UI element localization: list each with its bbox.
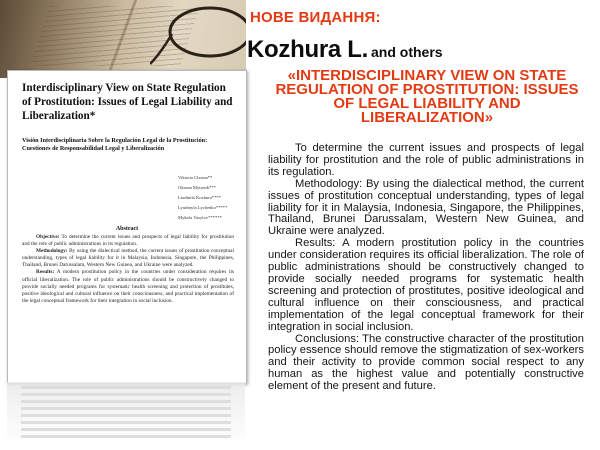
book-title: «INTERDISCIPLINARY VIEW ON STATE REGULATION OF PROSTITUTION: ISSUES OF LEGAL LIABILITY AND LIBERALIZATION»	[275, 67, 579, 126]
objective-label: Objective:	[36, 234, 60, 240]
paper-abstract	[22, 234, 234, 305]
abstract-results	[22, 269, 234, 304]
author-name: Kozhura L.	[247, 36, 368, 63]
methodology-text: By using the dialectical method, the current issues of prostitution conceptual understanding, types of legal liability for it in Malaysia, Indonesia, Singapore, the Philippines, Thailand, Brunei Darussalam, Western New Guinea, and Ukraine were analyzed.	[22, 248, 234, 269]
results-label: Results:	[36, 269, 55, 276]
paper-author: Lyudmyla Lychenko*****	[178, 205, 228, 210]
paper-subtitle: Visión Interdisciplinaria Sobre la Regulación Legal de la Prostitución: Cuestiones de Responsabilidad Legal y Liberalización	[22, 137, 208, 152]
and-others: and others	[371, 44, 443, 60]
methodology-label: Methodology:	[36, 248, 68, 255]
description-text	[268, 143, 584, 393]
paper-authors	[178, 173, 244, 223]
book-photo	[0, 0, 246, 78]
results-text: A modern prostitution policy in the countries under consideration requires its official liberalization. The role of public administrations should be constructively changed to provide socially needed programs for systematic health screening and protection of prostitutes, positive ideological and cultural influence on their consciousness, and practical implementation of the legal conceptual framework for their integration in social inclusion.	[22, 269, 234, 304]
paper-title: Interdisciplinary View on State Regulation of Prostitution: Issues of Legal Liability and Liberalization*	[22, 82, 233, 122]
paper-cover	[7, 70, 247, 384]
paper-author: Oksana Mytsenk***	[178, 185, 216, 190]
new-edition-heading: НОВЕ ВИДАННЯ:	[250, 9, 381, 26]
paper-author: Viktoria Chorna**	[178, 175, 213, 180]
paper-author: Mykola Vasylov******	[178, 215, 222, 220]
eyeglasses-icon	[150, 0, 246, 78]
description-paragraph: Conclusions: The constructive character of the prostitution policy essence should remove the stigmatization of sex-workers and their activity to provide common social respect to any human as the highest value and potentially constructive element of the present and future.	[268, 332, 584, 393]
description-paragraph: Results: A modern prostitution policy in the countries under consideration requires its official liberalization. The role of public administrations should be constructively changed to provide socially needed programs for systematic health screening and protection of prostitutes, positive ideological and cultural influence on their consciousness, and practical implementation of the legal conceptual framework for their integration in social inclusion.	[268, 237, 584, 333]
author-line	[247, 36, 443, 64]
objective-text: To determine the current issues and prospects of legal liability for prostitution and the role of public administrations in its regulation.	[22, 234, 234, 248]
description-paragraph: To determine the current issues and prospects of legal liability for prostitution and the role of public administrations in its regulation.	[268, 142, 584, 178]
paper-author: Liudmila Kozhura****	[178, 195, 221, 200]
paper-reflection	[7, 382, 245, 444]
abstract-methodology	[22, 248, 234, 269]
description-paragraph: Methodology: By using the dialectical method, the current issues of prostitution conceptual understanding, types of legal liability for it in Malaysia, Indonesia, Singapore, the Philippines, Thailand, Brunei Darussalam, Western New Guinea, and Ukraine were analyzed.	[268, 177, 584, 238]
abstract-heading: Abstract	[115, 226, 139, 232]
abstract-objective	[22, 234, 234, 248]
